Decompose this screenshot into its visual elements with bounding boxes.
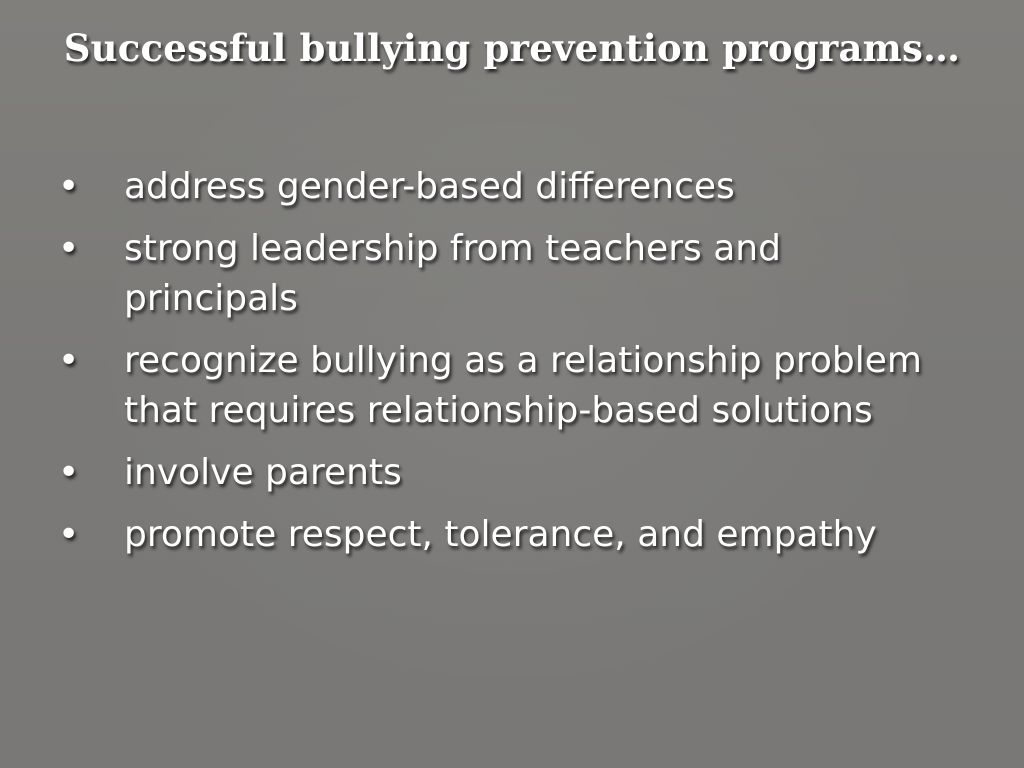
bullet-list	[58, 162, 958, 572]
bullet-text: recognize bullying as a relationship problem that requires relationship-based solutions	[124, 340, 922, 431]
bullet-marker: •	[58, 228, 80, 269]
bullet-text: strong leadership from teachers and principals	[124, 228, 781, 319]
bullet-text: promote respect, tolerance, and empathy	[124, 514, 877, 555]
bullet-marker: •	[58, 340, 80, 381]
bullet-marker: •	[58, 514, 80, 555]
bullet-text: involve parents	[124, 452, 402, 493]
bullet-text: address gender-based differences	[124, 166, 735, 207]
bullet-item	[58, 448, 958, 498]
bullet-marker: •	[58, 166, 80, 207]
bullet-item	[58, 162, 958, 212]
slide-title: Successful bullying prevention programs…	[63, 26, 961, 70]
bullet-marker: •	[58, 452, 80, 493]
bullet-item	[58, 336, 958, 436]
bullet-item	[58, 224, 958, 324]
bullet-item	[58, 510, 958, 560]
